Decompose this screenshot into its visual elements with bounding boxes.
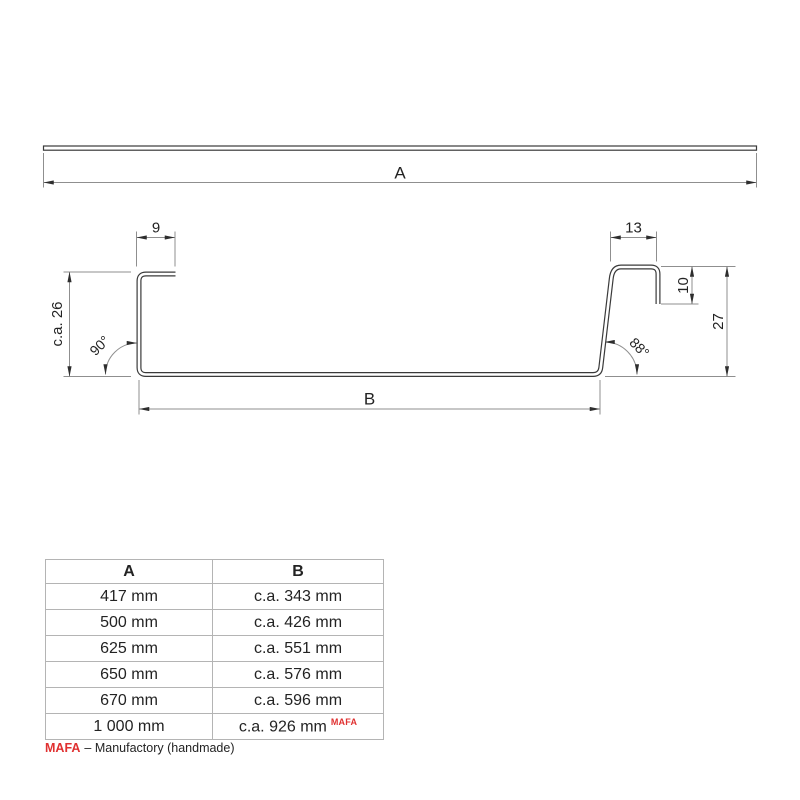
cell-a: 1 000 mm <box>46 714 213 740</box>
cell-a: 625 mm <box>46 636 213 662</box>
cross-section-profile <box>139 267 658 375</box>
cell-a: 650 mm <box>46 662 213 688</box>
table-row <box>46 584 384 610</box>
dimension-A-label: A <box>394 163 406 183</box>
cell-a: 500 mm <box>46 610 213 636</box>
cell-a: 670 mm <box>46 688 213 714</box>
dimension-27-label: 27 <box>710 313 727 330</box>
dimension-ca26-label: c.a. 26 <box>49 301 66 347</box>
cell-b-value: c.a. 926 mm <box>238 718 327 736</box>
dimension-10-label: 10 <box>675 277 692 294</box>
dimension-B <box>139 380 600 415</box>
dimension-left-flange <box>137 220 176 267</box>
cell-b: c.a. 343 mm <box>213 584 384 610</box>
footnote-text: – Manufactory (handmade) <box>84 741 235 755</box>
dimension-left-height <box>49 272 131 377</box>
column-header-b: B <box>213 560 384 584</box>
dimension-9-label: 9 <box>151 219 161 237</box>
dimension-13-label: 13 <box>625 219 642 237</box>
profile-outline <box>139 267 658 375</box>
cell-b: c.a. 576 mm <box>213 662 384 688</box>
table-header-row <box>46 560 384 584</box>
flat-profile-bar <box>44 146 757 150</box>
angle-90-label: 90° <box>86 332 113 359</box>
profile-core <box>139 267 658 375</box>
dimension-right-height <box>605 267 736 377</box>
cell-b <box>213 714 384 740</box>
table-row <box>46 610 384 636</box>
cell-a: 417 mm <box>46 584 213 610</box>
cell-b: c.a. 596 mm <box>213 688 384 714</box>
footnote-term: MAFA <box>45 741 81 755</box>
cell-b: c.a. 426 mm <box>213 610 384 636</box>
angle-90 <box>86 332 137 374</box>
footnote <box>45 741 235 755</box>
dimension-lip <box>661 267 699 305</box>
table-row <box>46 714 384 740</box>
angle-88-label: 88° <box>626 334 653 361</box>
cell-b: c.a. 551 mm <box>213 636 384 662</box>
angle-88 <box>605 334 653 374</box>
size-table <box>45 559 384 740</box>
table-row <box>46 662 384 688</box>
dimension-right-flange <box>611 220 657 262</box>
table-row <box>46 688 384 714</box>
angle-arc <box>106 343 138 375</box>
dimension-B-label: B <box>363 389 376 409</box>
mafa-superscript: MAFA <box>330 716 358 727</box>
flat-profile-view <box>44 146 757 150</box>
column-header-a: A <box>46 560 213 584</box>
table-row <box>46 636 384 662</box>
dimension-A <box>44 153 757 188</box>
